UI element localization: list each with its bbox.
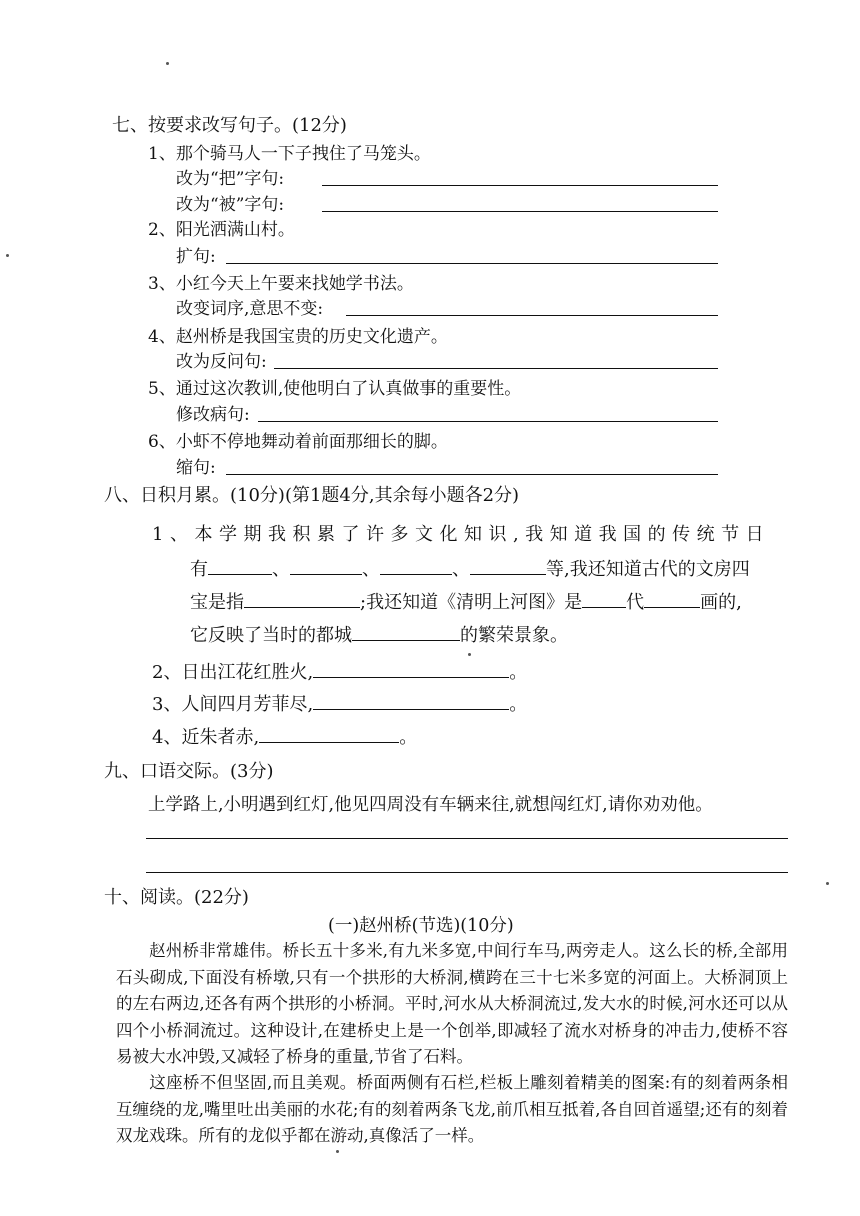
s8-q1-line2	[190, 556, 750, 582]
s7-answer-line-reorder[interactable]	[346, 315, 718, 316]
s8-blank-q3[interactable]	[313, 691, 509, 710]
scan-speck	[826, 882, 829, 885]
s7-prompt-reorder: 改变词序,意思不变:	[176, 299, 324, 319]
s8-q3	[152, 691, 527, 717]
s8-blank-festival-1[interactable]	[208, 556, 272, 575]
s8-q4-text: 4、近朱者赤,	[152, 727, 260, 748]
s8-q1-text-painting: ;我还知道《清明上河图》是	[360, 592, 583, 613]
section-7-title: 七、按要求改写句子。(12分)	[112, 115, 347, 136]
s7-prompt-ba: 改为“把”字句:	[176, 169, 285, 189]
s8-q1-line3	[190, 589, 742, 615]
s7-prompt-expand: 扩句:	[176, 247, 216, 267]
s7-answer-line-shorten[interactable]	[226, 474, 718, 475]
s8-q3-end: 。	[509, 694, 528, 715]
section-10-title: 十、阅读。(22分)	[104, 887, 249, 908]
s8-q2-text: 2、日出江花红胜火,	[152, 662, 314, 683]
s10-sub-title: (一)赵州桥(节选)(10分)	[328, 916, 514, 936]
s8-q4	[152, 724, 417, 750]
s7-question-5: 5、通过这次教训,使他明白了认真做事的重要性。	[148, 379, 522, 399]
s8-blank-q4[interactable]	[259, 724, 399, 743]
s7-prompt-fix: 修改病句:	[176, 405, 250, 425]
s8-blank-four-treasures[interactable]	[244, 589, 360, 608]
scan-speck	[166, 62, 169, 65]
section-9-title: 九、口语交际。(3分)	[104, 761, 274, 782]
s7-answer-line-fix[interactable]	[258, 421, 718, 422]
s8-blank-painter[interactable]	[644, 589, 700, 608]
s8-sep-2: 、	[362, 559, 380, 580]
s7-question-3: 3、小红今天上午要来找她学书法。	[148, 274, 414, 294]
s8-q2-end: 。	[509, 662, 528, 683]
s7-question-1: 1、那个骑马人一下子拽住了马笼头。	[148, 144, 431, 164]
s8-blank-dynasty[interactable]	[582, 589, 626, 608]
s7-answer-line-rhetorical[interactable]	[274, 368, 718, 369]
s10-paragraph-2	[116, 1070, 788, 1150]
s10-paragraph-1	[116, 938, 788, 1071]
s8-q1-text-prosperity: 的繁荣景象。	[460, 625, 568, 646]
s7-answer-line-bei[interactable]	[322, 211, 718, 212]
s7-prompt-rhetorical: 改为反问句:	[176, 352, 267, 372]
section-8-title: 八、日积月累。(10分)(第1题4分,其余每小题各2分)	[104, 485, 520, 506]
s7-answer-line-ba[interactable]	[322, 185, 718, 186]
s8-q4-end: 。	[399, 727, 418, 748]
scan-speck	[6, 254, 9, 257]
s9-answer-line-1[interactable]	[146, 838, 788, 839]
scan-speck	[468, 653, 471, 656]
s7-prompt-shorten: 缩句:	[176, 458, 216, 478]
s8-q1-text-treasures: 宝是指	[190, 592, 244, 613]
s9-answer-line-2[interactable]	[146, 872, 788, 873]
s8-sep-3: 、	[452, 559, 470, 580]
s8-sep-1: 、	[272, 559, 290, 580]
s7-prompt-bei: 改为“被”字句:	[176, 195, 285, 215]
s7-question-2: 2、阳光洒满山村。	[148, 220, 295, 240]
s8-q1-text-painted: 画的,	[700, 592, 742, 613]
s8-blank-festival-4[interactable]	[470, 556, 546, 575]
s8-q1-text-you: 有	[190, 559, 208, 580]
s8-blank-festival-2[interactable]	[290, 556, 362, 575]
s8-q1-text-study: 等,我还知道古代的文房四	[546, 559, 750, 580]
s9-prompt: 上学路上,小明遇到红灯,他见四周没有车辆来往,就想闯红灯,请你劝劝他。	[148, 795, 713, 815]
s8-q3-text: 3、人间四月芳菲尽,	[152, 694, 314, 715]
s7-question-4: 4、赵州桥是我国宝贵的历史文化遗产。	[148, 327, 448, 347]
s8-q1-text-capital: 它反映了当时的都城	[190, 625, 352, 646]
s7-answer-line-expand[interactable]	[226, 263, 718, 264]
scan-speck	[336, 1150, 339, 1153]
s8-q1-line4	[190, 622, 568, 648]
s7-question-6: 6、小虾不停地舞动着前面那细长的脚。	[148, 432, 448, 452]
s8-q1-line1: 1、本学期我积累了许多文化知识,我知道我国的传统节日	[152, 524, 771, 545]
s8-q2	[152, 659, 527, 685]
s8-blank-q2[interactable]	[313, 659, 509, 678]
s8-q1-text-dai: 代	[626, 592, 645, 613]
s8-blank-festival-3[interactable]	[380, 556, 452, 575]
s10-paragraph-2-text: 这座桥不但坚固,而且美观。桥面两侧有石栏,栏板上雕刻着精美的图案:有的刻着两条相互缠绕的龙,嘴里吐出美丽的水花;有的刻着两条飞龙,前爪相互抵着,各自回首遥望;还有的刻着双龙戏珠。所有的龙似乎都在游动,真像活了一样。	[116, 1073, 788, 1145]
s10-paragraph-1-text: 赵州桥非常雄伟。桥长五十多米,有九米多宽,中间行车马,两旁走人。这么长的桥,全部用石头砌成,下面没有桥墩,只有一个拱形的大桥洞,横跨在三十七米多宽的河面上。大桥洞顶上的左右两边,还各有两个拱形的小桥洞。平时,河水从大桥洞流过,发大水的时候,河水还可以从四个小桥洞流过。这种设计,在建桥史上是一个创举,即减轻了流水对桥身的冲击力,使桥不容易被大水冲毁,又减轻了桥身的重量,节省了石料。	[116, 941, 788, 1066]
s8-blank-capital[interactable]	[352, 622, 460, 641]
